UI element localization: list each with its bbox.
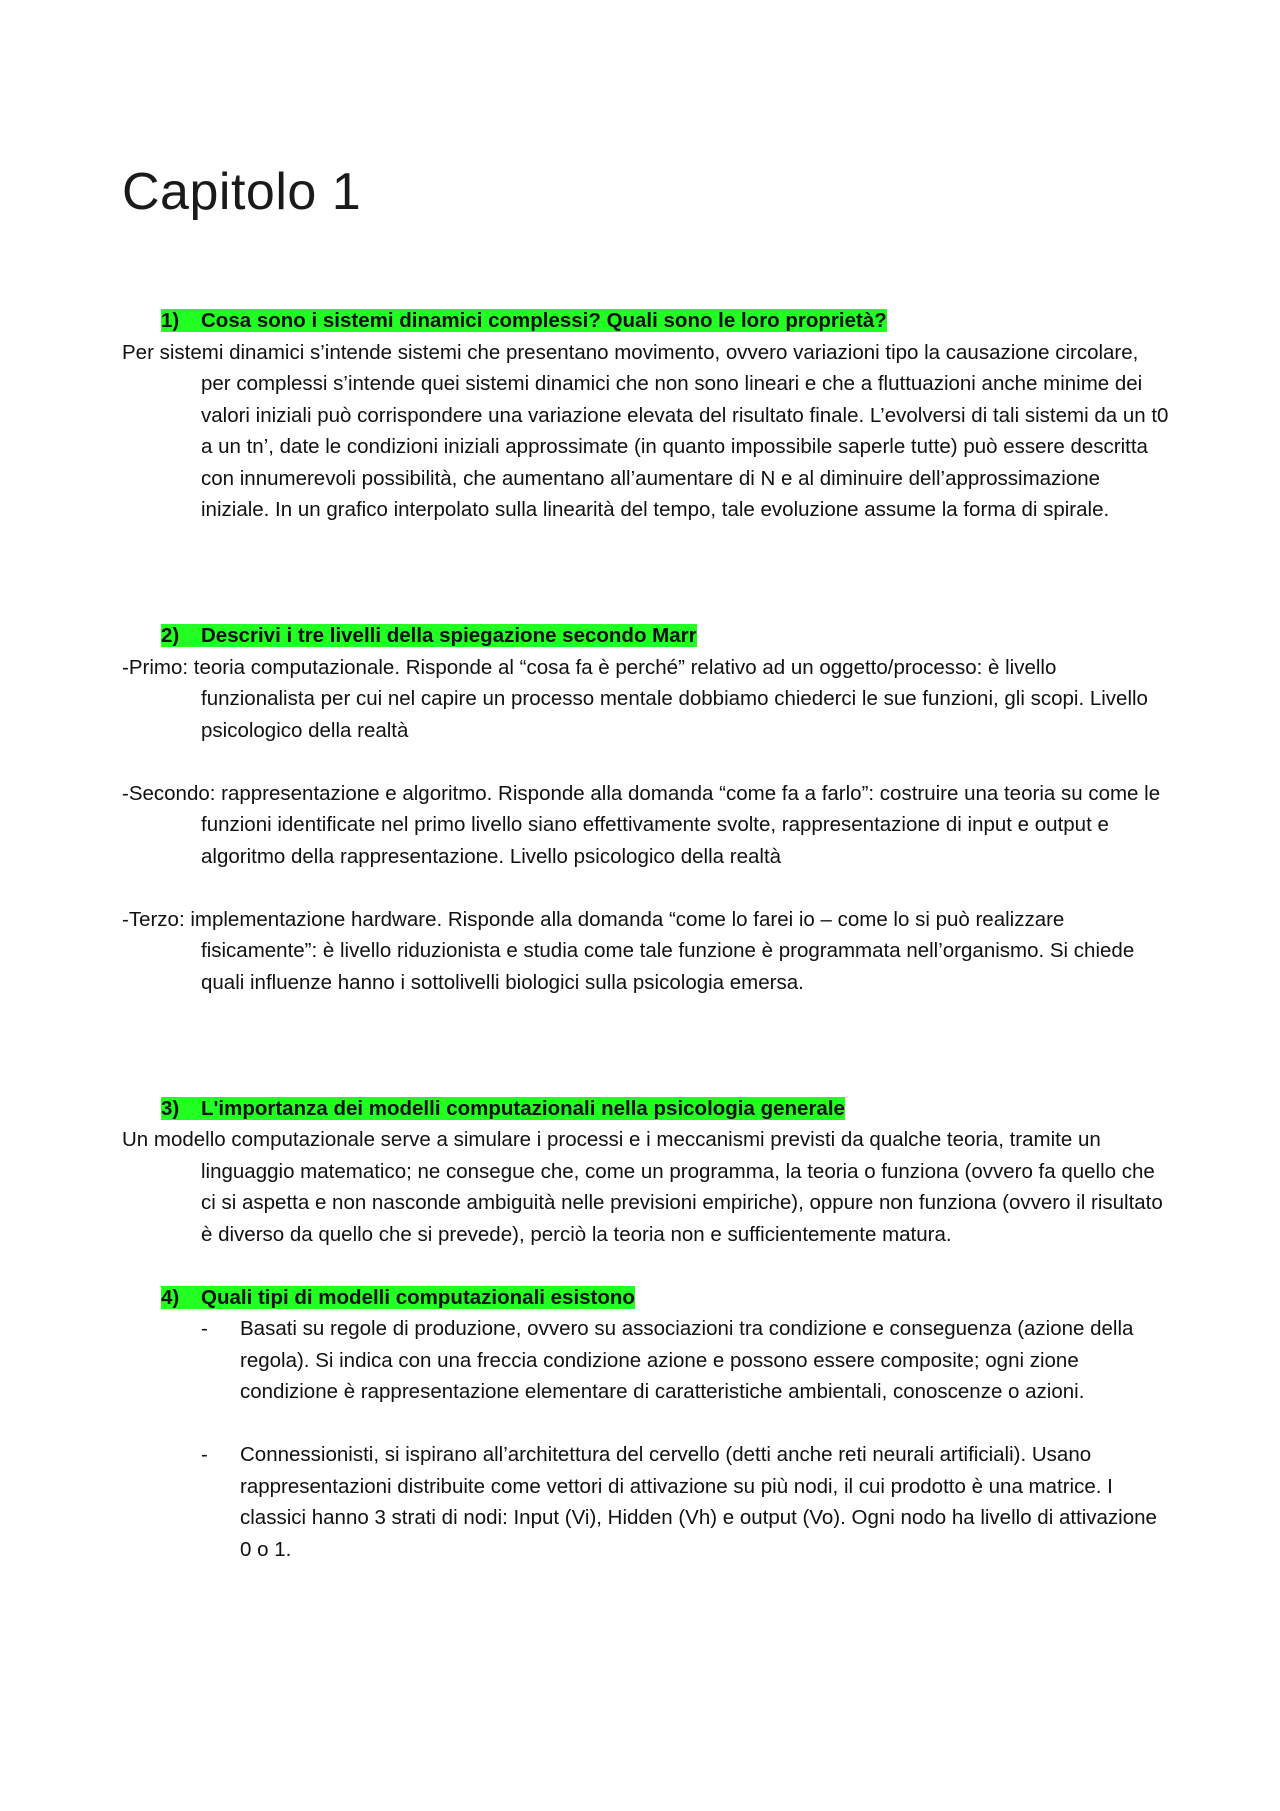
- spacer: [122, 872, 1172, 904]
- document-body: [122, 305, 1172, 1565]
- question-number: 3): [161, 1096, 180, 1120]
- question-heading-4: [122, 1282, 1172, 1314]
- answer-paragraph: -Terzo: implementazione hardware. Risponde alla domanda “come lo farei io – come lo si può realizzare fisicamente”: è livello riduzionista e studia come tale funzione è programmata nell’organismo. Si chiede quali influenze hanno i sottolivelli biologici sulla psicologia emersa.: [122, 907, 1135, 994]
- answer-paragraph: -Primo: teoria computazionale. Risponde al “cosa fa è perché” relativo ad un oggetto/processo: è livello funzionalista per cui nel capire un processo mentale dobbiamo chiederci le sue funzioni, gli scopi. Livello psicologico della realtà: [122, 655, 1148, 742]
- bullet-marker: -: [201, 1317, 208, 1340]
- question-number: 1): [161, 309, 180, 332]
- answer-paragraph: -Secondo: rappresentazione e algoritmo. Risponde alla domanda “come fa a farlo”: costruire una teoria su come le funzioni identificate nel primo livello siano effettivamente svolte, rappresentazione di input e output e algoritmo della rappresentazione. Livello psicologico della realtà: [122, 781, 1161, 868]
- spacer: [122, 746, 1172, 778]
- highlighted-heading: [161, 1097, 845, 1120]
- question-text: Quali tipi di modelli computazionali esistono: [201, 1285, 635, 1309]
- highlighted-heading: [161, 309, 887, 332]
- bullet-marker: -: [201, 1443, 208, 1466]
- list-item: [122, 1439, 1172, 1565]
- spacer: [122, 1408, 1172, 1440]
- question-number: 4): [161, 1285, 180, 1309]
- question-text: L'importanza dei modelli computazionali nella psicologia generale: [201, 1096, 845, 1120]
- question-text: Cosa sono i sistemi dinamici complessi? Quali sono le loro proprietà?: [201, 309, 887, 332]
- highlighted-heading: [161, 1286, 635, 1309]
- answer-paragraph: Un modello computazionale serve a simulare i processi e i meccanismi previsti da qualche teoria, tramite un linguaggio matematico; ne consegue che, come un programma, la teoria o funziona (ovvero fa quello che ci si aspetta e non nasconde ambiguità nelle previsioni empiriche), oppure non funziona (ovvero il risultato è diverso da quello che si prevede), perciò la teoria non e sufficientemente matura.: [122, 1128, 1163, 1246]
- answer-paragraph: Per sistemi dinamici s’intende sistemi che presentano movimento, ovvero variazioni tipo la causazione circolare, per complessi s’intende quei sistemi dinamici che non sono lineari e che a fluttuazioni anche minime dei valori iniziali può corrispondere una variazione elevata del risultato finale. L’evolversi di tali sistemi da un t0 a un tn’, date le condizioni iniziali approssimate (in quanto impossibile saperle tutte) può essere descritta con innumerevoli possibilità, che aumentano all’aumentare di N e al diminuire dell’approssimazione iniziale. In un grafico interpolato sulla linearità del tempo, tale evoluzione assume la forma di spirale.: [122, 340, 1169, 521]
- spacer: [122, 526, 1172, 621]
- list-item: [122, 1313, 1172, 1408]
- page-title: Capitolo 1: [122, 163, 362, 221]
- question-text: Descrivi i tre livelli della spiegazione secondo Marr: [201, 624, 697, 647]
- question-heading-1: [122, 305, 1172, 337]
- spacer: [122, 998, 1172, 1093]
- spacer: [122, 1250, 1172, 1282]
- question-heading-3: [122, 1093, 1172, 1125]
- question-number: 2): [161, 624, 180, 647]
- list-item-text: Basati su regole di produzione, ovvero su associazioni tra condizione e conseguenza (azione della regola). Si indica con una freccia condizione azione e possono essere composite; ogni zione condizione è rappresentazione elementare di caratteristiche ambientali, conoscenze o azioni.: [240, 1317, 1134, 1403]
- highlighted-heading: [161, 624, 697, 647]
- question-heading-2: [122, 620, 1172, 652]
- list-item-text: Connessionisti, si ispirano all’architettura del cervello (detti anche reti neurali artificiali). Usano rappresentazioni distribuite come vettori di attivazione su più nodi, il cui prodotto è una matrice. I classici hanno 3 strati di nodi: Input (Vi), Hidden (Vh) e output (Vo). Ogni nodo ha livello di attivazione 0 o 1.: [240, 1443, 1157, 1561]
